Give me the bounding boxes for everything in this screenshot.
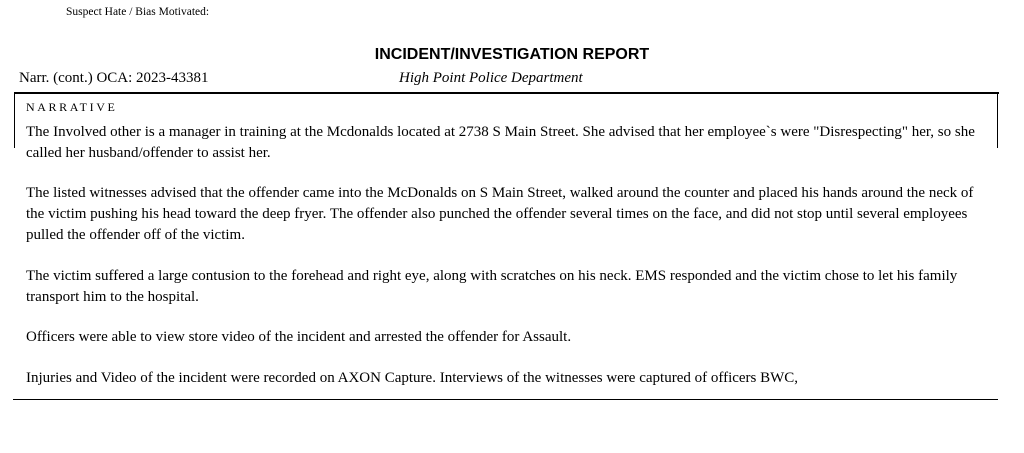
narrative-paragraph: Injuries and Video of the incident were recorded on AXON Capture. Interviews of the witnesses were captured of officers BWC,	[26, 370, 799, 386]
bias-motivated-label: Suspect Hate / Bias Motivated:	[66, 6, 210, 18]
bottom-divider	[13, 399, 998, 400]
department-name: High Point Police Department	[399, 70, 583, 86]
narrative-paragraph: The victim suffered a large contusion to the forehead and right eye, along with scratches on his neck. EMS responded and the victim chose to let his family transport him to the hospital.	[26, 268, 958, 305]
narrative-box-right-border	[997, 92, 998, 148]
narrative-paragraph: The Involved other is a manager in training at the Mcdonalds located at 2738 S Main Street. She advised that her employee`s were "Disrespecting" her, so she called her husband/offender to assist her.	[26, 124, 975, 161]
narrative-box-top-border	[14, 92, 999, 94]
narrative-box-left-border	[14, 92, 15, 148]
narrative-continued-oca: Narr. (cont.) OCA: 2023-43381	[19, 70, 209, 86]
narrative-paragraph: The listed witnesses advised that the offender came into the McDonalds on S Main Street, walked around the counter and placed his hands around the neck of the victim pushing his head toward the deep fryer. The offender also punched the offender several times on the face, and did not stop until several employees pulled the offender off of the victim.	[26, 185, 974, 243]
narrative-section-label: NARRATIVE	[26, 100, 118, 114]
narrative-paragraph: Officers were able to view store video of the incident and arrested the offender for Assault.	[26, 329, 572, 345]
report-title: INCIDENT/INVESTIGATION REPORT	[374, 46, 650, 63]
